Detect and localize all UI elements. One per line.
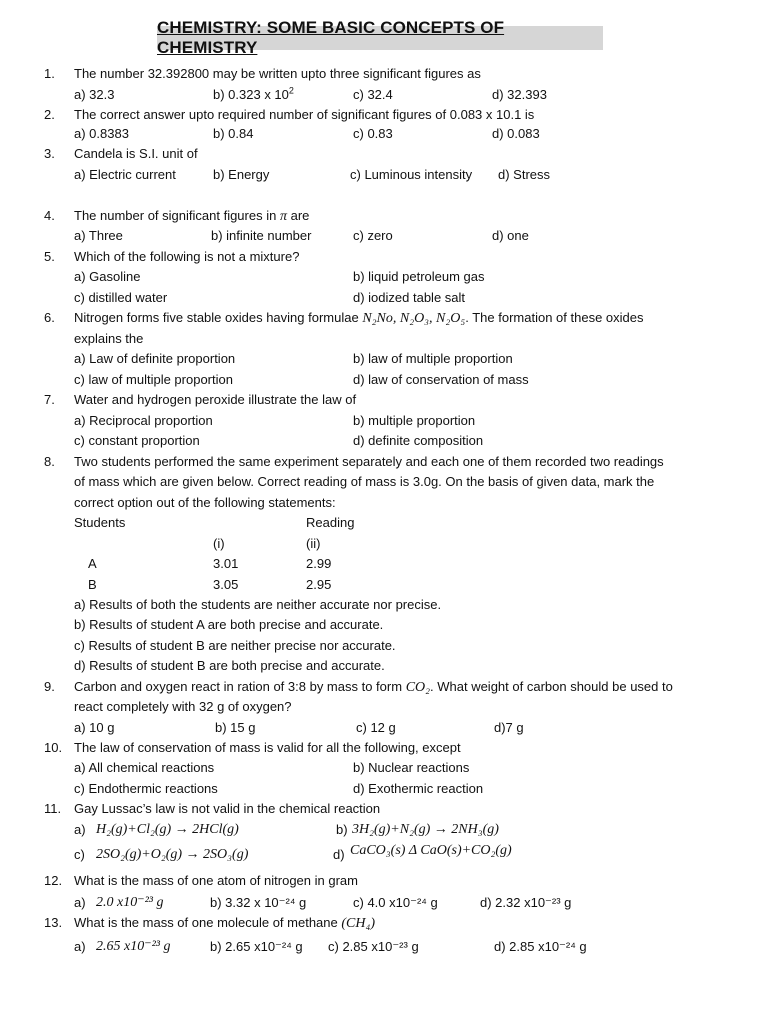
question-6: [0, 308, 768, 328]
oxide-formulae: N₂No, N₂O₃, N₂O₅: [362, 311, 466, 326]
option-a: a) All chemical reactions: [74, 760, 215, 775]
question-text: of mass which are given below. Correct reading of mass is 3.0g. On the basis of given data, mark the: [74, 474, 655, 489]
option-a: a) Results of both the students are neither accurate nor precise.: [74, 597, 442, 612]
reading-ii-header: (ii): [306, 536, 321, 551]
question-7-options-cd: [0, 431, 768, 451]
question-text: Water and hydrogen peroxide illustrate the law of: [74, 392, 357, 407]
option-b: b) Nuclear reactions: [353, 760, 470, 775]
question-1-options: [0, 85, 768, 105]
option-c: 2SO₂(g)+O₂(g) → 2SO₃(g): [96, 847, 249, 862]
readings-table-subheader: [0, 534, 768, 554]
students-header: Students: [74, 515, 126, 530]
co2-formula: CO₂: [405, 680, 431, 695]
option-a: a) 0.8383: [74, 126, 129, 141]
question-text: The law of conservation of mass is valid for all the following, except: [74, 740, 461, 755]
reading-ii: 2.95: [306, 577, 332, 592]
question-text: The correct answer upto required number of significant figures of 0.083 x 10.1 is: [74, 107, 535, 122]
question-number: 6.: [44, 310, 55, 325]
option-c: c) 32.4: [353, 87, 393, 102]
question-4-options: [0, 226, 768, 246]
question-text: explains the: [74, 331, 144, 346]
question-number: 3.: [44, 146, 55, 161]
option-d: d) 32.393: [492, 87, 547, 102]
option-b: b) 2.65 x10⁻²⁴ g: [210, 939, 303, 954]
option-b: 3H₂(g)+N₂(g) → 2NH₃(g): [352, 822, 499, 837]
question-12-options: [0, 893, 768, 913]
question-text: Nitrogen forms five stable oxides having formulae N₂No, N₂O₃, N₂O₅. The formation of these oxides: [74, 310, 644, 326]
option-d: d) Exothermic reaction: [353, 781, 484, 796]
option-c: c) Endothermic reactions: [74, 781, 218, 796]
option-b: b) multiple proportion: [353, 413, 476, 428]
reading-i-header: (i): [213, 536, 225, 551]
option-a: 2.65 x10⁻²³ g: [96, 939, 171, 954]
option-c: c) 12 g: [356, 720, 396, 735]
question-8-option-d: [0, 656, 768, 676]
question-5-options-cd: [0, 288, 768, 308]
option-a-label: a): [74, 822, 86, 837]
question-7: [0, 390, 768, 410]
question-text: What is the mass of one atom of nitrogen in gram: [74, 873, 358, 888]
reading-i: 3.05: [213, 577, 239, 592]
option-d: d)7 g: [494, 720, 524, 735]
option-d: CaCO₃(s) Δ CaO(s)+CO₂(g): [350, 843, 512, 858]
option-d: d) law of conservation of mass: [353, 372, 529, 387]
question-text: The number 32.392800 may be written upto three significant figures as: [74, 66, 481, 81]
question-text: The number of significant figures in π are: [74, 208, 310, 224]
question-4: [0, 206, 768, 226]
option-b: b) infinite number: [211, 228, 312, 243]
question-number: 12.: [44, 873, 63, 888]
option-c: c) 2.85 x10⁻²³ g: [328, 939, 419, 954]
question-6-continued: [0, 329, 768, 349]
question-number: 11.: [44, 801, 62, 816]
question-2-options: [0, 124, 768, 144]
question-3: [0, 144, 768, 164]
option-b: b) liquid petroleum gas: [353, 269, 485, 284]
question-2: [0, 105, 768, 125]
table-row: [0, 554, 768, 574]
question-number: 9.: [44, 679, 55, 694]
option-b: b) 15 g: [215, 720, 256, 735]
option-b: b) 0.323 x $10^2$: [213, 85, 294, 102]
option-b: b) law of multiple proportion: [353, 351, 513, 366]
option-d-label: d): [333, 847, 345, 862]
reading-ii: 2.99: [306, 556, 332, 571]
option-d: d) 2.85 x10⁻²⁴ g: [494, 939, 587, 954]
page-title: CHEMISTRY: SOME BASIC CONCEPTS OF CHEMISTRY: [157, 26, 603, 50]
question-6-options-cd: [0, 370, 768, 390]
question-number: 7.: [44, 392, 55, 407]
question-8-option-b: [0, 615, 768, 635]
option-a: a) Gasoline: [74, 269, 141, 284]
student-name: B: [88, 577, 97, 592]
question-text: Carbon and oxygen react in ration of 3:8 by mass to form CO₂. What weight of carbon should be used to: [74, 679, 673, 695]
option-d: d) Stress: [498, 167, 551, 182]
question-number: 5.: [44, 249, 55, 264]
option-c: c) 4.0 x10⁻²⁴ g: [353, 895, 438, 910]
question-13: [0, 913, 768, 933]
question-text: correct option out of the following statements:: [74, 495, 336, 510]
question-number: 2.: [44, 107, 55, 122]
question-8-option-c: [0, 636, 768, 656]
question-8: [0, 452, 768, 472]
question-10-options-ab: [0, 758, 768, 778]
option-d: d) Results of student B are both precise and accurate.: [74, 658, 385, 673]
option-d: d) iodized table salt: [353, 290, 466, 305]
question-number: 10.: [44, 740, 63, 755]
option-a: a) Electric current: [74, 167, 176, 182]
question-1: [0, 64, 768, 84]
option-d: d) definite composition: [353, 433, 484, 448]
reading-i: 3.01: [213, 556, 239, 571]
option-c: c) distilled water: [74, 290, 168, 305]
option-a: H₂(g)+Cl₂(g) → 2HCl(g): [96, 822, 239, 837]
question-5: [0, 247, 768, 267]
option-a: a) 10 g: [74, 720, 115, 735]
option-a: 2.0 x10⁻²³ g: [96, 895, 164, 910]
question-13-options: [0, 937, 768, 957]
option-c: c) 0.83: [353, 126, 393, 141]
reading-header: Reading: [306, 515, 355, 530]
question-6-options-ab: [0, 349, 768, 369]
question-7-options-ab: [0, 411, 768, 431]
pi-symbol: π: [279, 209, 287, 224]
option-b-label: b): [336, 822, 348, 837]
table-row: [0, 575, 768, 595]
question-5-options-ab: [0, 267, 768, 287]
option-d: d) one: [492, 228, 529, 243]
question-number: 4.: [44, 208, 55, 223]
question-11: [0, 799, 768, 819]
option-b: b) Energy: [213, 167, 270, 182]
question-3-options: [0, 165, 768, 185]
question-8-option-a: [0, 595, 768, 615]
question-text: What is the mass of one molecule of methane (CH₄): [74, 915, 376, 931]
question-number: 13.: [44, 915, 63, 930]
question-text: Gay Lussac’s law is not valid in the chemical reaction: [74, 801, 381, 816]
option-c: c) Results of student B are neither precise nor accurate.: [74, 638, 396, 653]
option-a-label: a): [74, 939, 86, 954]
option-b: b) 3.32 x 10⁻²⁴ g: [210, 895, 307, 910]
option-c: c) law of multiple proportion: [74, 372, 233, 387]
readings-table-header: [0, 513, 768, 533]
option-b: b) Results of student A are both precise and accurate.: [74, 617, 384, 632]
question-11-options-cd: [0, 845, 768, 865]
option-d: d) 2.32 x10⁻²³ g: [480, 895, 572, 910]
question-9-options: [0, 718, 768, 738]
option-c: c) constant proportion: [74, 433, 200, 448]
option-a: a) Reciprocal proportion: [74, 413, 213, 428]
question-number: 1.: [44, 66, 55, 81]
question-text: Which of the following is not a mixture?: [74, 249, 300, 264]
option-c-label: c): [74, 847, 85, 862]
question-10-options-cd: [0, 779, 768, 799]
question-text: Two students performed the same experiment separately and each one of them recorded two readings: [74, 454, 664, 469]
option-a-label: a): [74, 895, 86, 910]
methane-formula: (CH₄): [341, 916, 376, 931]
question-8-line-2: [0, 472, 768, 492]
question-12: [0, 871, 768, 891]
question-text: react completely with 32 g of oxygen?: [74, 699, 292, 714]
question-number: 8.: [44, 454, 55, 469]
question-10: [0, 738, 768, 758]
option-a: a) Law of definite proportion: [74, 351, 236, 366]
option-a: a) Three: [74, 228, 123, 243]
question-8-line-3: [0, 493, 768, 513]
option-c: c) zero: [353, 228, 393, 243]
question-text: Candela is S.I. unit of: [74, 146, 198, 161]
question-9: [0, 677, 768, 697]
question-11-options-ab: [0, 820, 768, 840]
option-b: b) 0.84: [213, 126, 254, 141]
question-9-continued: [0, 697, 768, 717]
option-d: d) 0.083: [492, 126, 540, 141]
option-c: c) Luminous intensity: [350, 167, 473, 182]
student-name: A: [88, 556, 97, 571]
option-a: a) 32.3: [74, 87, 115, 102]
